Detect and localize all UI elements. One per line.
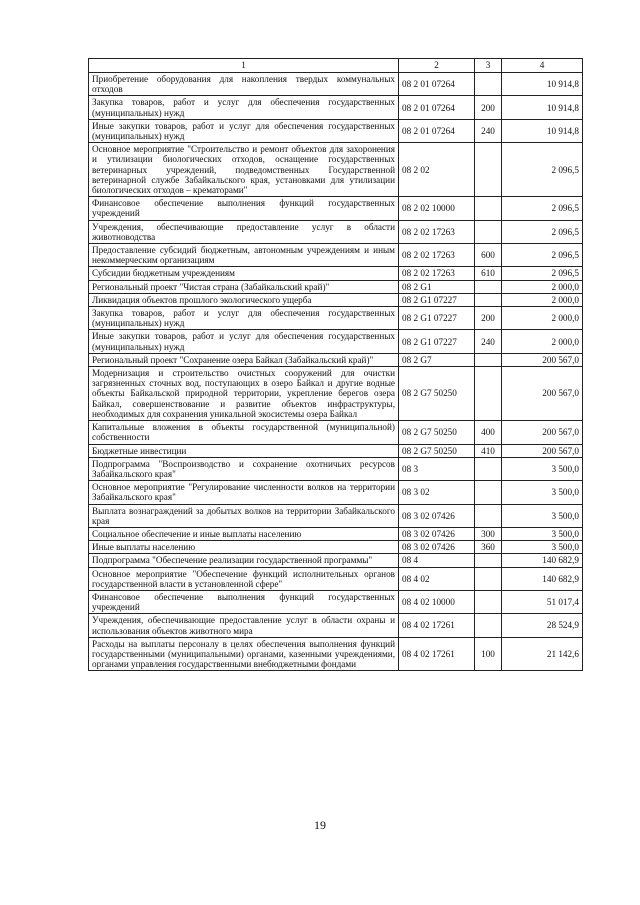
row-vr-cell <box>475 73 502 96</box>
row-vr-cell <box>475 353 502 366</box>
row-vr-cell: 360 <box>475 541 502 554</box>
row-code-cell: 08 2 G7 50250 <box>399 421 475 444</box>
row-sum-cell: 2 096,5 <box>502 220 583 243</box>
header-col-2: 2 <box>399 59 475 73</box>
table-row <box>89 293 583 306</box>
row-name-cell: Расходы на выплаты персоналу в целях обеспечения выполнения функций государственными (муниципальными) органами, казенными учреждениями, органами управления государственными внебюджетными фондами <box>89 637 399 671</box>
row-code-cell: 08 4 02 <box>399 567 475 590</box>
table-row <box>89 307 583 330</box>
row-name-cell: Подпрограмма "Воспроизводство и сохранение охотничьих ресурсов Забайкальского края" <box>89 457 399 480</box>
row-name-cell: Основное мероприятие "Строительство и ремонт объектов для захоронения и утилизации биологических отходов, оснащение государственных ветеринарных учреждений, подведомственных Государственной ветеринарной службе Забайкальского края, установками для утилизации биологических отходов – крематорами" <box>89 143 399 197</box>
row-name-cell: Выплата вознаграждений за добытых волков на территории Забайкальского края <box>89 504 399 527</box>
row-vr-cell <box>475 590 502 613</box>
row-sum-cell: 2 096,5 <box>502 197 583 220</box>
row-code-cell: 08 2 02 17263 <box>399 244 475 267</box>
table-row <box>89 541 583 554</box>
row-name-cell: Учреждения, обеспечивающие предоставление услуг в области охраны и использования объектов животного мира <box>89 614 399 637</box>
row-sum-cell: 200 567,0 <box>502 421 583 444</box>
row-sum-cell: 200 567,0 <box>502 353 583 366</box>
row-vr-cell: 200 <box>475 307 502 330</box>
row-code-cell: 08 2 02 17263 <box>399 220 475 243</box>
table-row <box>89 367 583 421</box>
row-sum-cell: 2 000,0 <box>502 280 583 293</box>
table-row <box>89 554 583 567</box>
row-sum-cell: 3 500,0 <box>502 481 583 504</box>
row-code-cell: 08 4 02 17261 <box>399 637 475 671</box>
table-row <box>89 614 583 637</box>
row-vr-cell: 610 <box>475 267 502 280</box>
row-sum-cell: 28 524,9 <box>502 614 583 637</box>
row-vr-cell <box>475 504 502 527</box>
row-code-cell: 08 4 <box>399 554 475 567</box>
row-name-cell: Финансовое обеспечение выполнения функций государственных учреждений <box>89 590 399 613</box>
row-code-cell: 08 2 G1 07227 <box>399 307 475 330</box>
row-vr-cell: 240 <box>475 119 502 142</box>
row-code-cell: 08 2 01 07264 <box>399 119 475 142</box>
table-row <box>89 637 583 671</box>
row-name-cell: Подпрограмма "Обеспечение реализации государственной программы" <box>89 554 399 567</box>
row-name-cell: Региональный проект "Сохранение озера Байкал (Забайкальский край)" <box>89 353 399 366</box>
row-vr-cell <box>475 293 502 306</box>
row-name-cell: Закупка товаров, работ и услуг для обеспечения государственных (муниципальных) нужд <box>89 96 399 119</box>
table-row <box>89 244 583 267</box>
budget-table <box>88 58 583 671</box>
row-sum-cell: 3 500,0 <box>502 504 583 527</box>
row-vr-cell: 400 <box>475 421 502 444</box>
row-vr-cell <box>475 220 502 243</box>
row-sum-cell: 2 000,0 <box>502 330 583 353</box>
row-sum-cell: 2 000,0 <box>502 307 583 330</box>
row-code-cell: 08 3 02 07426 <box>399 527 475 540</box>
table-row <box>89 444 583 457</box>
row-name-cell: Региональный проект "Чистая страна (Забайкальский край)" <box>89 280 399 293</box>
table-row <box>89 197 583 220</box>
table-row <box>89 421 583 444</box>
row-sum-cell: 140 682,9 <box>502 567 583 590</box>
row-name-cell: Приобретение оборудования для накопления твердых коммунальных отходов <box>89 73 399 96</box>
row-code-cell: 08 3 02 07426 <box>399 541 475 554</box>
row-code-cell: 08 2 02 17263 <box>399 267 475 280</box>
table-row <box>89 590 583 613</box>
row-sum-cell: 140 682,9 <box>502 554 583 567</box>
table-row <box>89 143 583 197</box>
row-vr-cell <box>475 143 502 197</box>
row-code-cell: 08 2 G1 07227 <box>399 330 475 353</box>
table-row <box>89 220 583 243</box>
row-vr-cell <box>475 457 502 480</box>
row-name-cell: Основное мероприятие "Регулирование численности волков на территории Забайкальского края" <box>89 481 399 504</box>
row-name-cell: Бюджетные инвестиции <box>89 444 399 457</box>
row-vr-cell: 200 <box>475 96 502 119</box>
row-name-cell: Субсидии бюджетным учреждениям <box>89 267 399 280</box>
table-row <box>89 119 583 142</box>
row-code-cell: 08 2 G7 50250 <box>399 444 475 457</box>
row-name-cell: Основное мероприятие "Обеспечение функций исполнительных органов государственной власти в установленной сфере" <box>89 567 399 590</box>
table-row <box>89 567 583 590</box>
row-name-cell: Финансовое обеспечение выполнения функций государственных учреждений <box>89 197 399 220</box>
row-sum-cell: 2 096,5 <box>502 267 583 280</box>
table-row <box>89 353 583 366</box>
row-code-cell: 08 2 01 07264 <box>399 96 475 119</box>
row-name-cell: Социальное обеспечение и иные выплаты населению <box>89 527 399 540</box>
table-row <box>89 504 583 527</box>
row-name-cell: Капитальные вложения в объекты государственной (муниципальной) собственности <box>89 421 399 444</box>
row-vr-cell <box>475 614 502 637</box>
table-row <box>89 330 583 353</box>
table-row <box>89 267 583 280</box>
row-vr-cell <box>475 367 502 421</box>
table-body <box>89 73 583 671</box>
row-name-cell: Иные закупки товаров, работ и услуг для обеспечения государственных (муниципальных) нужд <box>89 119 399 142</box>
row-sum-cell: 10 914,8 <box>502 96 583 119</box>
table-row <box>89 457 583 480</box>
row-sum-cell: 21 142,6 <box>502 637 583 671</box>
row-vr-cell: 100 <box>475 637 502 671</box>
row-name-cell: Иные выплаты населению <box>89 541 399 554</box>
row-code-cell: 08 3 02 07426 <box>399 504 475 527</box>
row-vr-cell <box>475 280 502 293</box>
row-sum-cell: 51 017,4 <box>502 590 583 613</box>
row-code-cell: 08 2 G1 <box>399 280 475 293</box>
row-code-cell: 08 3 <box>399 457 475 480</box>
row-code-cell: 08 3 02 <box>399 481 475 504</box>
row-sum-cell: 2 096,5 <box>502 244 583 267</box>
row-sum-cell: 3 500,0 <box>502 541 583 554</box>
row-vr-cell: 240 <box>475 330 502 353</box>
row-sum-cell: 10 914,8 <box>502 73 583 96</box>
row-vr-cell: 410 <box>475 444 502 457</box>
row-vr-cell <box>475 197 502 220</box>
header-col-1: 1 <box>89 59 399 73</box>
row-name-cell: Предоставление субсидий бюджетным, автономным учреждениям и иным некоммерческим организациям <box>89 244 399 267</box>
row-sum-cell: 2 000,0 <box>502 293 583 306</box>
table-row <box>89 96 583 119</box>
row-name-cell: Ликвидация объектов прошлого экологического ущерба <box>89 293 399 306</box>
row-vr-cell: 600 <box>475 244 502 267</box>
row-code-cell: 08 2 G1 07227 <box>399 293 475 306</box>
row-code-cell: 08 4 02 10000 <box>399 590 475 613</box>
row-sum-cell: 10 914,8 <box>502 119 583 142</box>
row-sum-cell: 200 567,0 <box>502 367 583 421</box>
table-row <box>89 280 583 293</box>
row-vr-cell <box>475 481 502 504</box>
header-col-4: 4 <box>502 59 583 73</box>
table-row <box>89 527 583 540</box>
row-code-cell: 08 2 G7 50250 <box>399 367 475 421</box>
row-code-cell: 08 2 02 10000 <box>399 197 475 220</box>
table-row <box>89 73 583 96</box>
row-code-cell: 08 4 02 17261 <box>399 614 475 637</box>
row-sum-cell: 2 096,5 <box>502 143 583 197</box>
row-name-cell: Учреждения, обеспечивающие предоставление услуг в области животноводства <box>89 220 399 243</box>
row-name-cell: Иные закупки товаров, работ и услуг для обеспечения государственных (муниципальных) нужд <box>89 330 399 353</box>
row-vr-cell: 300 <box>475 527 502 540</box>
row-sum-cell: 3 500,0 <box>502 457 583 480</box>
row-code-cell: 08 2 02 <box>399 143 475 197</box>
page-number: 19 <box>314 818 326 832</box>
header-col-3: 3 <box>475 59 502 73</box>
row-code-cell: 08 2 G7 <box>399 353 475 366</box>
row-vr-cell <box>475 567 502 590</box>
row-name-cell: Модернизация и строительство очистных сооружений для очистки загрязненных сточных вод, поступающих в озеро Байкал и другие водные объекты Байкальской природной территории, укрепление берегов озера Байкал, совершенствование и развитие объектов инфраструктуры, необходимых для сохранения уникальной экосистемы озера Байкал <box>89 367 399 421</box>
row-sum-cell: 3 500,0 <box>502 527 583 540</box>
table-header-row <box>89 59 583 73</box>
table-row <box>89 481 583 504</box>
row-code-cell: 08 2 01 07264 <box>399 73 475 96</box>
row-name-cell: Закупка товаров, работ и услуг для обеспечения государственных (муниципальных) нужд <box>89 307 399 330</box>
row-vr-cell <box>475 554 502 567</box>
row-sum-cell: 200 567,0 <box>502 444 583 457</box>
